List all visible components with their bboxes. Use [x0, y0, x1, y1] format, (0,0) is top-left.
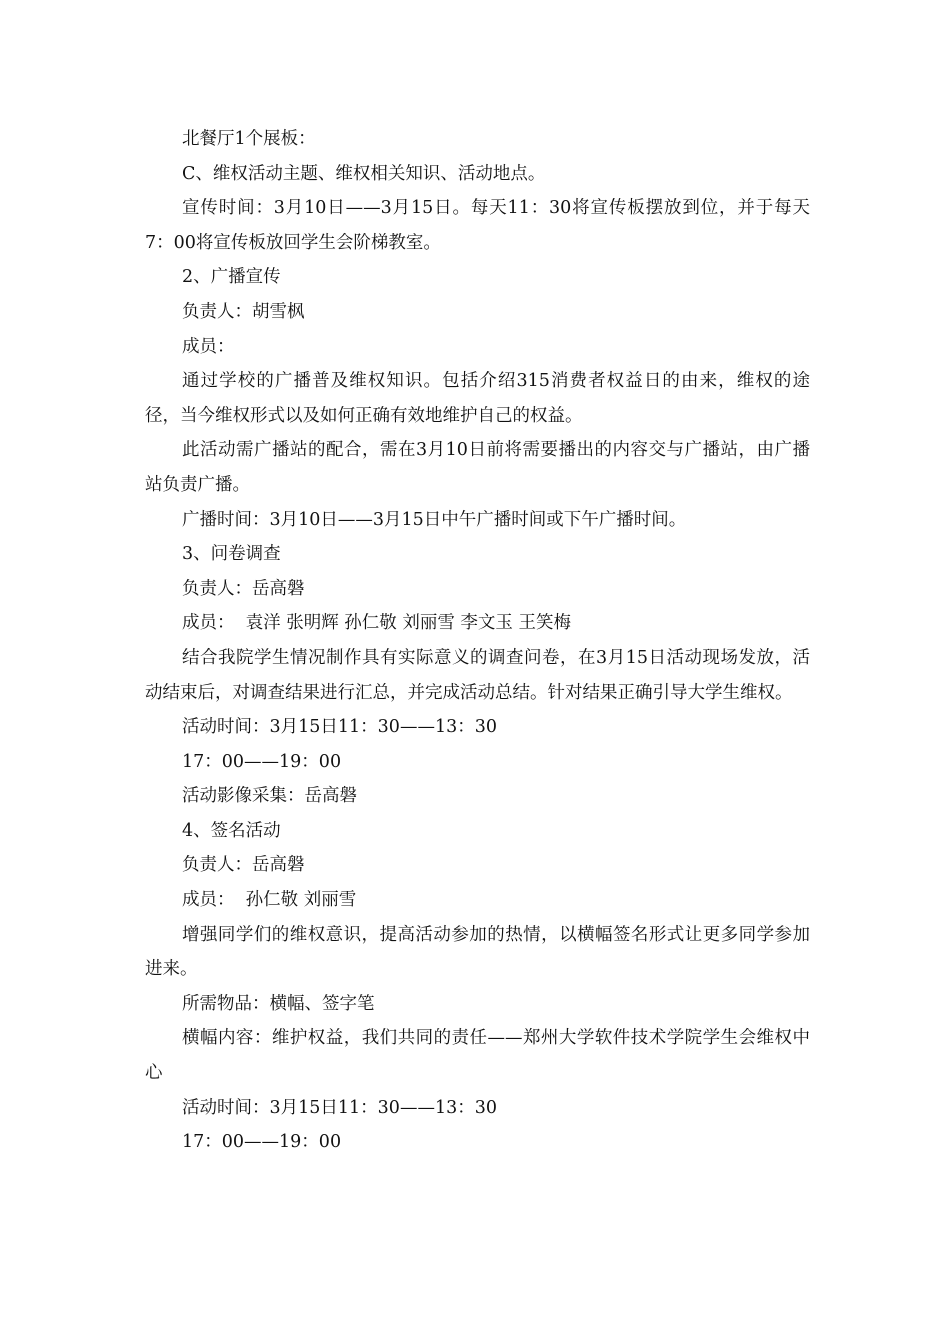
paragraph: C、维权活动主题、维权相关知识、活动地点。: [182, 163, 546, 184]
paragraph: 活动时间：3月15日11：30——13：30: [182, 1097, 497, 1118]
section-heading: 2、广播宣传: [182, 267, 281, 288]
paragraph: 负责人：岳高磐: [182, 578, 305, 599]
paragraph: 成员：: [182, 336, 235, 357]
paragraph: 负责人：岳高磐: [182, 855, 305, 876]
paragraph: 成员： 袁洋 张明辉 孙仁敬 刘丽雪 李文玉 王笑梅: [182, 613, 571, 634]
paragraph: 17：00——19：00: [182, 1132, 342, 1153]
paragraph: 增强同学们的维权意识，提高活动参加的热情，以横幅签名形式让更多同学参加进来。: [145, 924, 810, 980]
paragraph: 北餐厅1个展板：: [182, 129, 316, 149]
paragraph: 结合我院学生情况制作具有实际意义的调查问卷，在3月15日活动现场发放，活动结束后，对调查结果进行汇总，并完成活动总结。针对结果正确引导大学生维权。: [145, 647, 810, 703]
paragraph: 负责人：胡雪枫: [182, 301, 305, 322]
paragraph: 通过学校的广播普及维权知识。包括介绍315消费者权益日的由来，维权的途径，当今维权形式以及如何正确有效地维护自己的权益。: [145, 371, 810, 426]
section-heading: 4、签名活动: [182, 820, 281, 841]
document-body: [145, 122, 810, 1160]
paragraph: 活动时间：3月15日11：30——13：30: [182, 717, 497, 738]
paragraph: 所需物品：横幅、签字笔: [182, 993, 375, 1014]
paragraph: 宣传时间：3月10日——3月15日。每天11：30将宣传板摆放到位，并于每天7：00将宣传板放回学生会阶梯教室。: [145, 198, 810, 253]
section-heading: 3、问卷调查: [182, 544, 281, 565]
paragraph: 广播时间：3月10日——3月15日中午广播时间或下午广播时间。: [182, 509, 687, 530]
paragraph: 17：00——19：00: [182, 751, 342, 772]
paragraph: 横幅内容：维护权益，我们共同的责任——郑州大学软件技术学院学生会维权中心: [145, 1028, 810, 1084]
paragraph: 成员： 孙仁敬 刘丽雪: [182, 890, 357, 911]
paragraph: 活动影像采集：岳高磐: [182, 786, 357, 807]
paragraph: 此活动需广播站的配合，需在3月10日前将需要播出的内容交与广播站，由广播站负责广播。: [145, 440, 810, 495]
